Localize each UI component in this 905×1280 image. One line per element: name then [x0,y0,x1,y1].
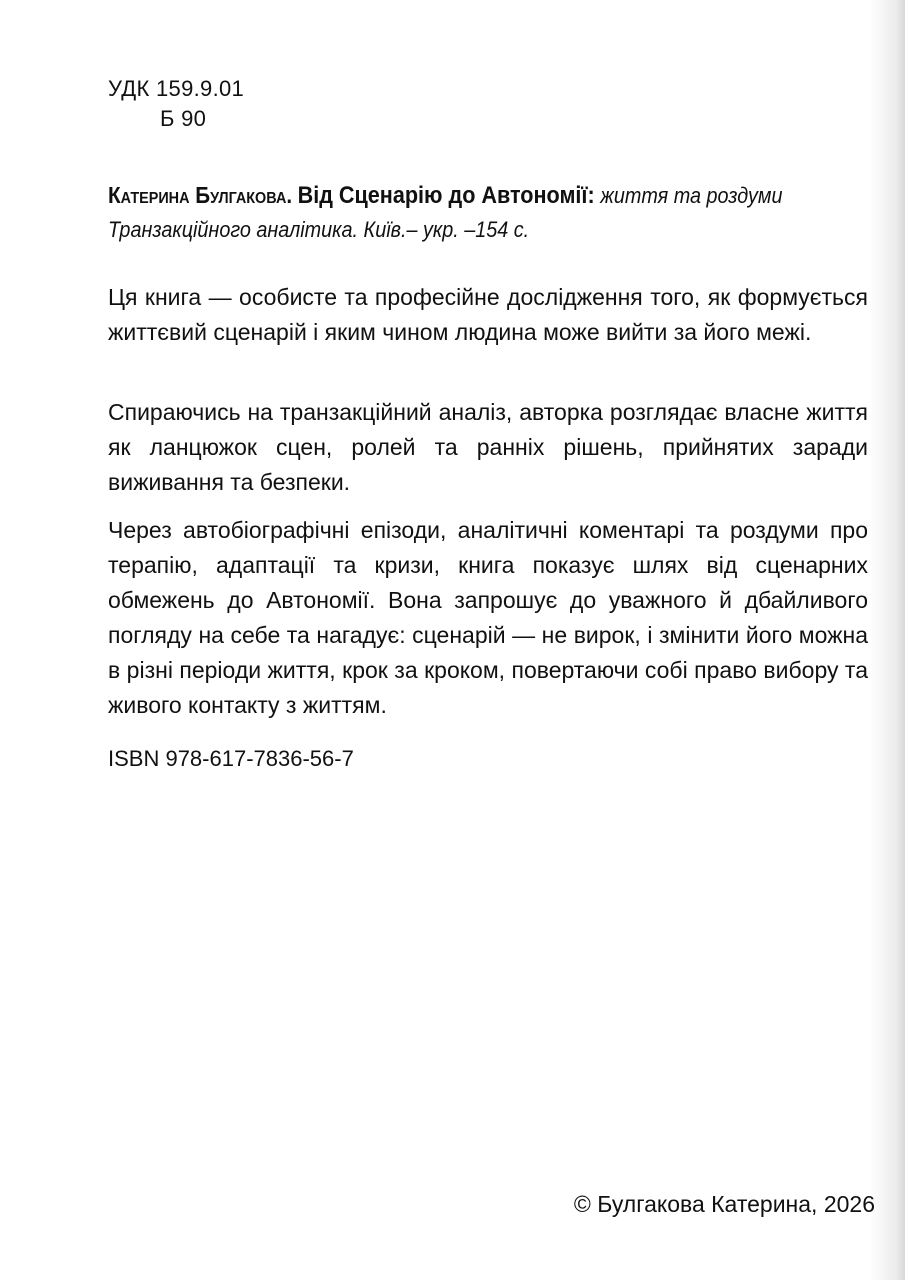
isbn-number: ISBN 978-617-7836-56-7 [108,746,354,771]
subtitle-imprint: життя та роздуми Транзакційного аналітика. Київ.– укр. –154 с. [108,183,783,242]
author-mark-code: Б 90 [160,106,207,131]
udk-code: УДК 159.9.01 [108,76,245,101]
annotation-paragraph-1: Ця книга — особисте та професійне дослідження того, як формується життєвий сценарій і яким чином людина може вийти за його межі. [108,284,868,345]
bibliographic-record [108,178,873,247]
copyright-notice: © Булгакова Катерина, 2026 [573,1191,875,1217]
annotation-paragraph-2: Спираючись на транзакційний аналіз, авторка розглядає власне життя як ланцюжок сцен, ролей та ранніх рішень, прийнятих заради виживання та безпеки. [108,399,868,495]
author-name: Катерина Булгакова. [108,182,293,208]
book-title: Від Сценарію до Автономії: [297,182,595,209]
annotation-paragraph-3: Через автобіографічні епізоди, аналітичні коментарі та роздуми про терапію, адаптації та кризи, книга показує шлях від сценарних обмежень до Автономії. Вона запрошує до уважного й дбайливого погляду на себе та нагадує: сценарій — не вирок, і змінити його можна в різні періоди життя, крок за кроком, повертаючи собі право вибору та живого контакту з життям. [108,517,868,718]
udk-block [108,74,244,134]
